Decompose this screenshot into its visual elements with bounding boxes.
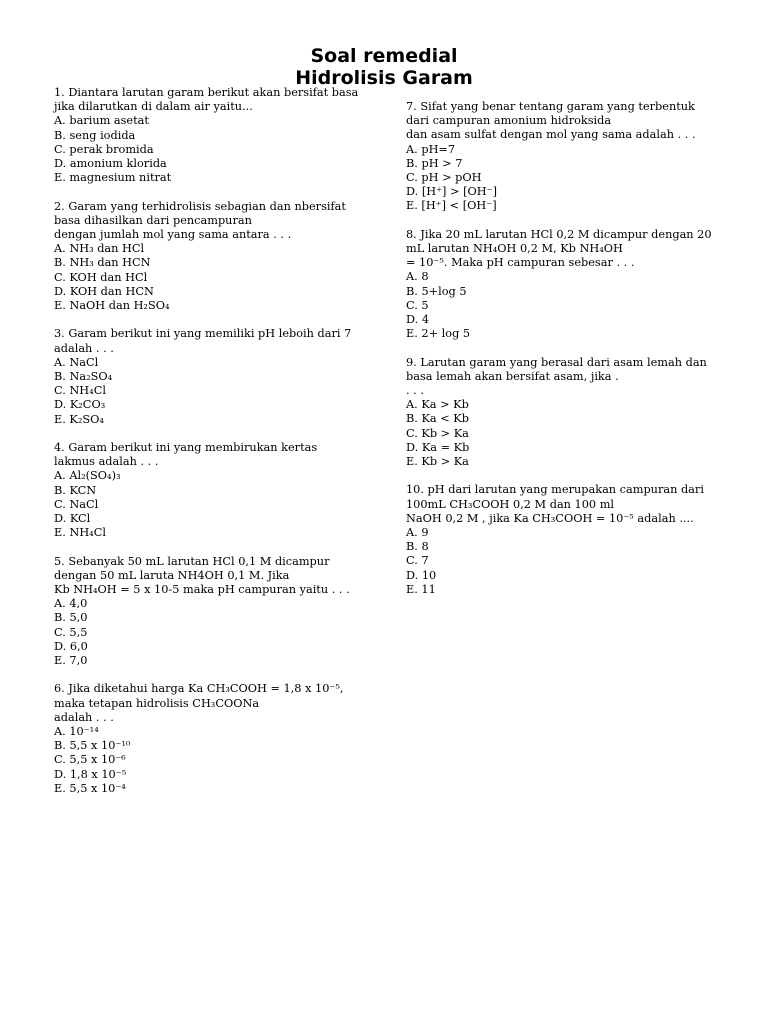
option-e: E. magnesium nitrat — [54, 171, 172, 185]
option-d: D. 1,8 x 10⁻⁵ — [54, 767, 127, 781]
option-a: A. Al₂(SO₄)₃ — [54, 469, 121, 483]
question-stem: Kb NH₄OH = 5 x 10-5 maka pH campuran yaitu . . . — [54, 583, 350, 597]
option-d: D. Ka = Kb — [406, 440, 470, 454]
option-e: E. NH₄Cl — [54, 526, 106, 540]
question-stem: lakmus adalah . . . — [54, 455, 159, 469]
question-9 — [406, 356, 726, 470]
option-e: E. Kb > Ka — [406, 455, 469, 469]
question-5 — [54, 555, 374, 669]
option-c: C. NaCl — [54, 497, 99, 511]
option-b: B. 5+log 5 — [406, 284, 467, 298]
question-stem: dari campuran amonium hidroksida — [406, 114, 612, 128]
question-1 — [54, 86, 374, 185]
option-d: D. KOH dan HCN — [54, 284, 154, 298]
option-a: A. barium asetat — [54, 114, 149, 128]
option-d: D. 10 — [406, 568, 437, 582]
question-stem: 1. Diantara larutan garam berikut akan bersifat basa — [54, 86, 359, 99]
left-column — [54, 86, 374, 810]
question-stem: basa dihasilkan dari pencampuran — [54, 213, 252, 227]
question-stem: basa lemah akan bersifat asam, jika . — [406, 369, 619, 383]
option-e: E. NaOH dan H₂SO₄ — [54, 299, 170, 313]
question-stem: jika dilarutkan di dalam air yaitu... — [54, 100, 253, 114]
option-a: A. pH=7 — [406, 142, 456, 156]
option-c: C. 5 — [406, 298, 429, 312]
option-b: B. pH > 7 — [406, 156, 463, 170]
option-c: C. 5,5 — [54, 625, 88, 639]
page-title-line-2: Hidrolisis Garam — [295, 67, 473, 89]
option-a: A. Ka > Kb — [406, 398, 469, 412]
question-stem: mL larutan NH₄OH 0,2 M, Kb NH₄OH — [406, 242, 623, 256]
right-column — [406, 100, 726, 611]
option-d: D. 4 — [406, 313, 430, 327]
question-8 — [406, 228, 726, 342]
question-6 — [54, 682, 374, 796]
option-c: C. perak bromida — [54, 142, 154, 156]
option-e: E. 7,0 — [54, 654, 88, 668]
question-7 — [406, 100, 726, 214]
question-stem: 2. Garam yang terhidrolisis sebagian dan nbersifat — [54, 199, 346, 213]
page-title-line-1: Soal remedial — [310, 45, 458, 67]
option-b: B. 5,0 — [54, 611, 88, 625]
option-c: C. KOH dan HCl — [54, 270, 148, 284]
question-stem: = 10⁻⁵. Maka pH campuran sebesar . . . — [406, 256, 635, 270]
question-stem: 9. Larutan garam yang berasal dari asam lemah dan — [406, 355, 707, 369]
option-b: B. seng iodida — [54, 128, 136, 142]
question-stem: dengan 50 mL laruta NH4OH 0,1 M. Jika — [54, 568, 290, 582]
option-d: D. K₂CO₃ — [54, 398, 106, 412]
option-c: C. 5,5 x 10⁻⁶ — [54, 753, 126, 767]
question-stem: 5. Sebanyak 50 mL larutan HCl 0,1 M dicampur — [54, 554, 330, 568]
option-e: E. 2+ log 5 — [406, 327, 471, 341]
option-c: C. Kb > Ka — [406, 426, 469, 440]
option-c: C. pH > pOH — [406, 171, 482, 185]
question-stem: 10. pH dari larutan yang merupakan campuran dari — [406, 483, 704, 497]
option-b: B. KCN — [54, 483, 97, 497]
question-2 — [54, 200, 374, 314]
option-d: D. amonium klorida — [54, 157, 167, 171]
question-stem: NaOH 0,2 M , jika Ka CH₃COOH = 10⁻⁵ adalah .... — [406, 511, 694, 525]
option-b: B. 5,5 x 10⁻¹⁰ — [54, 739, 131, 753]
option-b: B. Na₂SO₄ — [54, 370, 113, 384]
question-stem: 8. Jika 20 mL larutan HCl 0,2 M dicampur dengan 20 — [406, 227, 712, 241]
question-stem: . . . — [406, 384, 424, 398]
option-a: A. 9 — [406, 526, 429, 540]
question-stem: 3. Garam berikut ini yang memiliki pH leboih dari 7 — [54, 327, 352, 341]
question-10 — [406, 483, 726, 597]
option-e: E. 11 — [406, 582, 436, 596]
option-c: C. NH₄Cl — [54, 384, 106, 398]
option-e: E. 5,5 x 10⁻⁴ — [54, 781, 126, 795]
question-stem: maka tetapan hidrolisis CH₃COONa — [54, 696, 260, 710]
question-stem: dengan jumlah mol yang sama antara . . . — [54, 228, 292, 242]
option-a: A. 10⁻¹⁴ — [54, 725, 99, 739]
option-a: A. NaCl — [54, 355, 99, 369]
option-a: A. 4,0 — [54, 597, 88, 611]
option-b: B. Ka < Kb — [406, 412, 469, 426]
question-stem: 7. Sifat yang benar tentang garam yang terbentuk — [406, 100, 695, 113]
question-stem: 100mL CH₃COOH 0,2 M dan 100 ml — [406, 497, 615, 511]
question-stem: adalah . . . — [54, 710, 114, 724]
question-stem: 6. Jika diketahui harga Ka CH₃COOH = 1,8 x 10⁻⁵, — [54, 682, 344, 696]
question-stem: dan asam sulfat dengan mol yang sama adalah . . . — [406, 128, 696, 142]
option-e: E. K₂SO₄ — [54, 412, 104, 426]
question-3 — [54, 327, 374, 426]
option-c: C. 7 — [406, 554, 429, 568]
option-b: B. NH₃ dan HCN — [54, 256, 151, 270]
option-a: A. NH₃ dan HCl — [54, 242, 145, 256]
question-stem: 4. Garam berikut ini yang membirukan kertas — [54, 441, 318, 455]
option-d: D. [H⁺] > [OH⁻] — [406, 185, 498, 199]
question-4 — [54, 441, 374, 540]
option-b: B. 8 — [406, 540, 429, 554]
option-e: E. [H⁺] < [OH⁻] — [406, 199, 497, 213]
question-stem: adalah . . . — [54, 341, 114, 355]
option-d: D. 6,0 — [54, 639, 88, 653]
option-d: D. KCl — [54, 512, 91, 526]
option-a: A. 8 — [406, 270, 429, 284]
